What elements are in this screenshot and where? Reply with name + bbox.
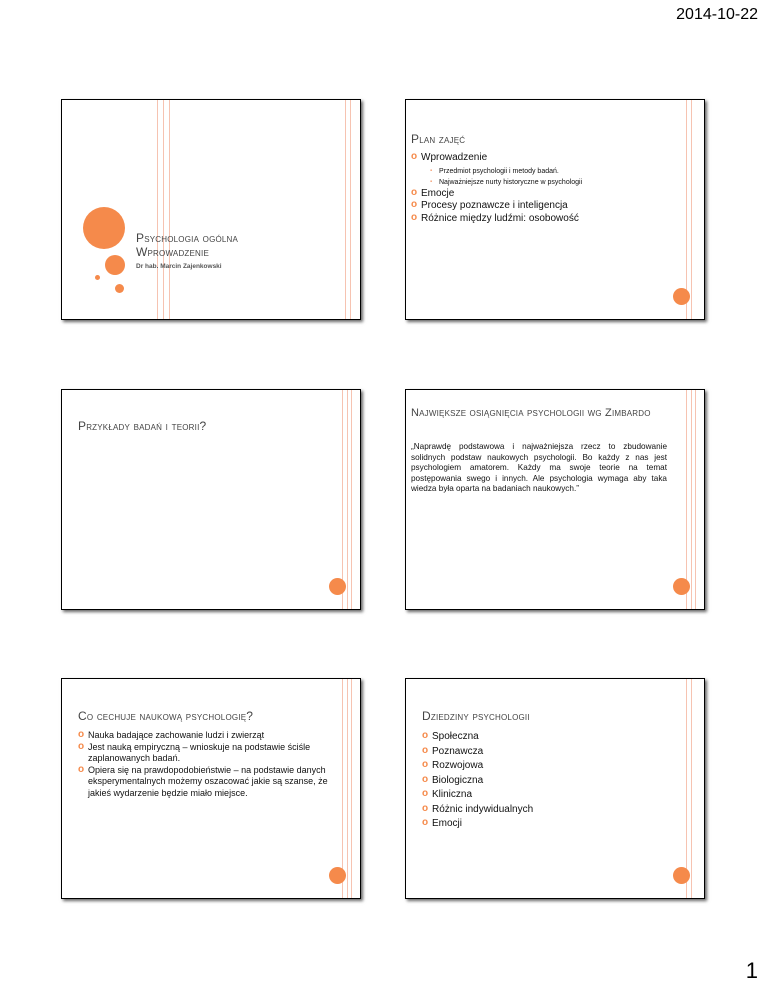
list-item: o Różnic indywidualnych (422, 803, 672, 818)
list-item: o Emocji (422, 817, 672, 832)
decor-line (163, 100, 164, 319)
slide-zimbardo (405, 389, 705, 610)
print-date: 2014-10-22 (676, 6, 758, 23)
decor-line (686, 390, 687, 609)
slide-heading: Plan zajęć (411, 132, 466, 146)
list-item: o Kliniczna (422, 788, 672, 803)
fields-list (422, 730, 672, 832)
decor-line (345, 100, 346, 319)
slide-heading: Największe osiągnięcia psychologii wg Zimbardo (411, 407, 651, 419)
list-item: o Emocje (411, 188, 681, 201)
decor-line (691, 679, 692, 898)
decor-line (347, 679, 348, 898)
slide-heading: Przykłady badań i teorii? (78, 419, 207, 433)
author: Dr hab. Marcin Zajenkowski (136, 263, 222, 270)
decor-line (350, 100, 351, 319)
plan-list (411, 152, 681, 225)
slide-plan (405, 99, 705, 320)
feature-list (78, 730, 333, 799)
decor-line (695, 390, 696, 609)
decor-line (686, 100, 687, 319)
list-item: o Społeczna (422, 730, 672, 745)
list-item: o Jest nauką empiryczną – wnioskuje na podstawie ściśle zaplanowanych badań. (78, 742, 333, 765)
decor-circle (329, 867, 346, 884)
decor-line (686, 679, 687, 898)
list-item: o Procesy poznawcze i inteligencja (411, 200, 681, 213)
decor-circle (673, 578, 690, 595)
sub-list-item: ▪ Przedmiot psychologii i metody badań. (421, 166, 681, 177)
decor-circle (673, 867, 690, 884)
decor-line (157, 100, 158, 319)
decor-circle-tiny (95, 275, 100, 280)
title-line-1: Psychologia ogólna (136, 231, 239, 245)
slide-examples (61, 389, 361, 610)
slide-title-text (136, 231, 238, 259)
decor-circle-small (115, 284, 124, 293)
decor-circle-medium (105, 255, 125, 275)
slide-science (61, 678, 361, 899)
slide-title (61, 99, 361, 320)
decor-circle (329, 578, 346, 595)
decor-line (342, 390, 343, 609)
decor-line (691, 390, 692, 609)
decor-line (351, 679, 352, 898)
decor-line (342, 679, 343, 898)
sub-list-item: ▪ Najważniejsze nurty historyczne w psychologii (421, 177, 681, 188)
list-item: o Nauka badające zachowanie ludzi i zwierząt (78, 730, 333, 742)
slide-fields (405, 678, 705, 899)
page-number: 1 (745, 958, 758, 983)
decor-circle (673, 288, 690, 305)
decor-line (169, 100, 170, 319)
decor-circle-large (83, 207, 125, 249)
list-item: o Poznawcza (422, 745, 672, 760)
list-item: o Różnice między ludźmi: osobowość (411, 213, 681, 226)
slide-heading: Dziedziny psychologii (422, 709, 530, 723)
list-item (411, 152, 681, 188)
decor-line (347, 390, 348, 609)
list-item: o Biologiczna (422, 774, 672, 789)
slide-heading: Co cechuje naukową psychologię? (78, 709, 254, 723)
title-line-2: Wprowadzenie (136, 245, 209, 259)
decor-line (351, 390, 352, 609)
list-item: o Opiera się na prawdopodobieństwie – na podstawie danych eksperymentalnych możemy oszacować jakie są szanse, że jakieś wydarzenie będzie miało miejsce. (78, 765, 333, 800)
list-item: o Rozwojowa (422, 759, 672, 774)
list-item-text: Wprowadzenie (421, 152, 488, 163)
sub-list (421, 166, 681, 188)
quote-text: „Naprawdę podstawowa i najważniejsza rzecz to zbudowanie solidnych podstaw naukowych psychologii. Bo każdy z nas jest psychologiem amatorem. Każdy ma swoje teorie na temat postępowania swego i innych. Ale psychologia wymaga aby taka wiedza była oparta na badaniach naukowych.” (411, 442, 667, 493)
decor-line (691, 100, 692, 319)
